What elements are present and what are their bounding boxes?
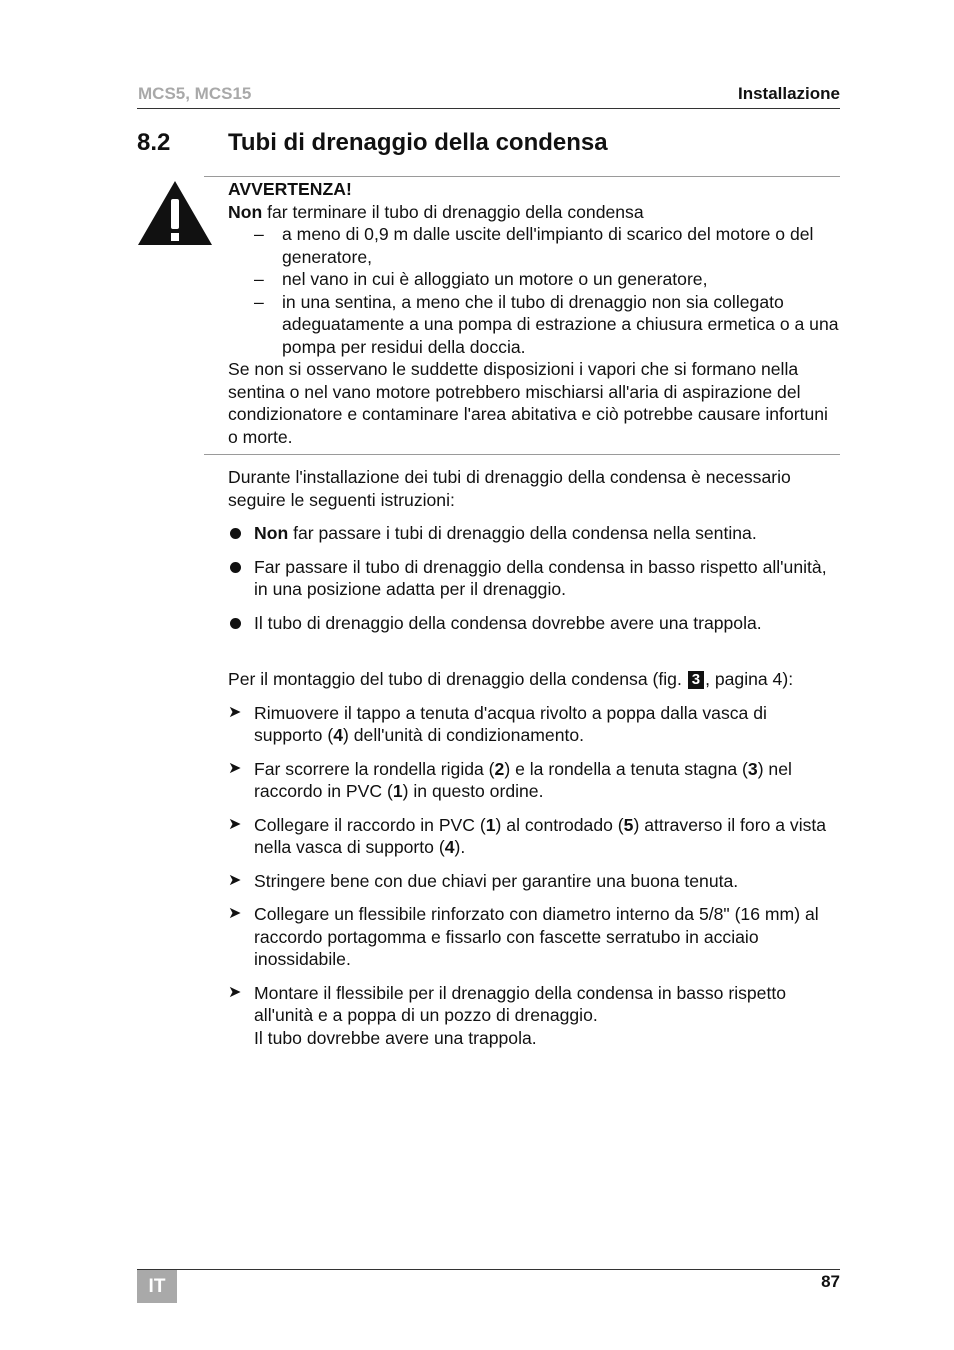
step-item xyxy=(228,814,840,859)
step-ref: 1 xyxy=(485,814,496,835)
warning-item xyxy=(228,223,840,268)
warning-consequence: Se non si osservano le suddette disposizioni i vapori che si formano nella sentina o nel vano motore potrebbero mischiarsi all'aria di aspirazione del condizionatore e contaminare l'area abitativa e ciò potrebbe causare infortuni o morte. xyxy=(228,359,828,447)
step-text: Collegare il raccordo in PVC ( xyxy=(254,814,486,835)
warning-intro xyxy=(228,201,840,224)
bullet-item xyxy=(228,556,840,601)
step-text: ) e la rondella a tenuta stagna ( xyxy=(504,758,748,779)
page-number: 87 xyxy=(821,1272,840,1291)
warning-block xyxy=(228,178,840,448)
header-section: Installazione xyxy=(737,84,840,103)
warning-item xyxy=(228,291,840,359)
bullet-icon xyxy=(230,618,241,629)
step-text: Collegare un flessibile rinforzato con diametro interno da 5/8" (16 mm) al raccordo portagomma e fissarlo con fascette serratubo in acciaio inossidabile. xyxy=(254,904,819,969)
step-text: Far scorrere la rondella rigida ( xyxy=(254,758,495,779)
bullet-text: Far passare il tubo di drenaggio della condensa in basso rispetto all'unità, in una posizione adatta per il drenaggio. xyxy=(254,556,827,599)
step-item xyxy=(228,982,840,1050)
figure-reference: 3 xyxy=(688,671,704,689)
language-tab: IT xyxy=(137,1270,177,1303)
bullet-icon xyxy=(230,562,241,573)
bullet-icon xyxy=(230,528,241,539)
step-text: ) attraverso il foro a vista nella vasca di supporto ( xyxy=(254,814,827,857)
bullet-item xyxy=(228,612,840,635)
step-text: ) in questo ordine. xyxy=(402,781,544,801)
warning-item-text: nel vano in cui è alloggiato un motore o un generatore, xyxy=(282,269,708,289)
step-ref: 4 xyxy=(333,725,344,745)
mounting-intro xyxy=(228,668,840,691)
step-text: Rimuovere il tappo a tenuta d'acqua rivolto a poppa dalla vasca di supporto ( xyxy=(254,702,767,745)
warning-top-divider xyxy=(204,176,840,177)
bullet-text: Il tubo di drenaggio della condensa dovrebbe avere una trappola. xyxy=(254,612,762,633)
step-text: Montare il flessibile per il drenaggio della condensa in basso rispetto all'unità e a poppa di un pozzo di drenaggio. xyxy=(254,982,787,1025)
bullet-item xyxy=(228,522,840,545)
warning-intro-text: far terminare il tubo di drenaggio della condensa xyxy=(262,201,644,222)
warning-title: AVVERTENZA! xyxy=(228,179,352,199)
bullet-text: far passare i tubi di drenaggio della condensa nella sentina. xyxy=(288,523,757,543)
section-number: 8.2 xyxy=(137,129,171,156)
bullet-bold: Non xyxy=(254,523,289,543)
step-text: ) al controdado ( xyxy=(495,814,624,835)
dash-marker: – xyxy=(254,269,264,289)
step-text: ) dell'unità di condizionamento. xyxy=(343,725,585,745)
step-item xyxy=(228,903,840,971)
step-ref: 4 xyxy=(444,837,455,857)
dash-marker: – xyxy=(254,291,264,312)
arrow-right-icon: ➤ xyxy=(228,759,242,777)
arrow-right-icon: ➤ xyxy=(228,815,242,833)
arrow-right-icon: ➤ xyxy=(228,871,242,889)
body-block xyxy=(228,466,840,1049)
step-text: ). xyxy=(454,837,466,857)
mounting-intro-suffix: , pagina 4): xyxy=(705,669,794,689)
step-ref: 1 xyxy=(392,781,403,801)
warning-intro-bold: Non xyxy=(228,201,263,222)
warning-triangle-icon xyxy=(136,179,214,247)
step-note: Il tubo dovrebbe avere una trappola. xyxy=(254,1027,537,1048)
arrow-right-icon: ➤ xyxy=(228,983,242,1001)
warning-item-text: in una sentina, a meno che il tubo di drenaggio non sia collegato adeguatamente a una pompa di estrazione a chiusura ermetica o a una pompa per residui della doccia. xyxy=(282,291,839,357)
step-item xyxy=(228,758,840,803)
body-intro: Durante l'installazione dei tubi di drenaggio della condensa è necessario seguire le seguenti istruzioni: xyxy=(228,467,791,510)
warning-item-text: a meno di 0,9 m dalle uscite dell'impianto di scarico del motore o del generatore, xyxy=(282,224,814,267)
header-divider xyxy=(137,108,840,109)
warning-bottom-divider xyxy=(204,454,840,455)
step-ref: 2 xyxy=(494,758,505,779)
footer-divider xyxy=(137,1269,840,1270)
step-text: ) nel raccordo in PVC ( xyxy=(254,758,792,801)
header-model: MCS5, MCS15 xyxy=(138,84,252,103)
warning-item xyxy=(228,268,840,291)
section-title: Tubi di drenaggio della condensa xyxy=(228,129,608,156)
step-item xyxy=(228,702,840,747)
arrow-right-icon: ➤ xyxy=(228,905,242,922)
step-item xyxy=(228,870,840,893)
step-ref: 5 xyxy=(623,814,634,835)
step-ref: 3 xyxy=(747,758,758,779)
dash-marker: – xyxy=(254,224,264,244)
mounting-intro-text: Per il montaggio del tubo di drenaggio della condensa (fig. xyxy=(228,669,687,689)
arrow-right-icon: ➤ xyxy=(228,703,242,721)
step-text: Stringere bene con due chiavi per garantire una buona tenuta. xyxy=(254,870,739,891)
